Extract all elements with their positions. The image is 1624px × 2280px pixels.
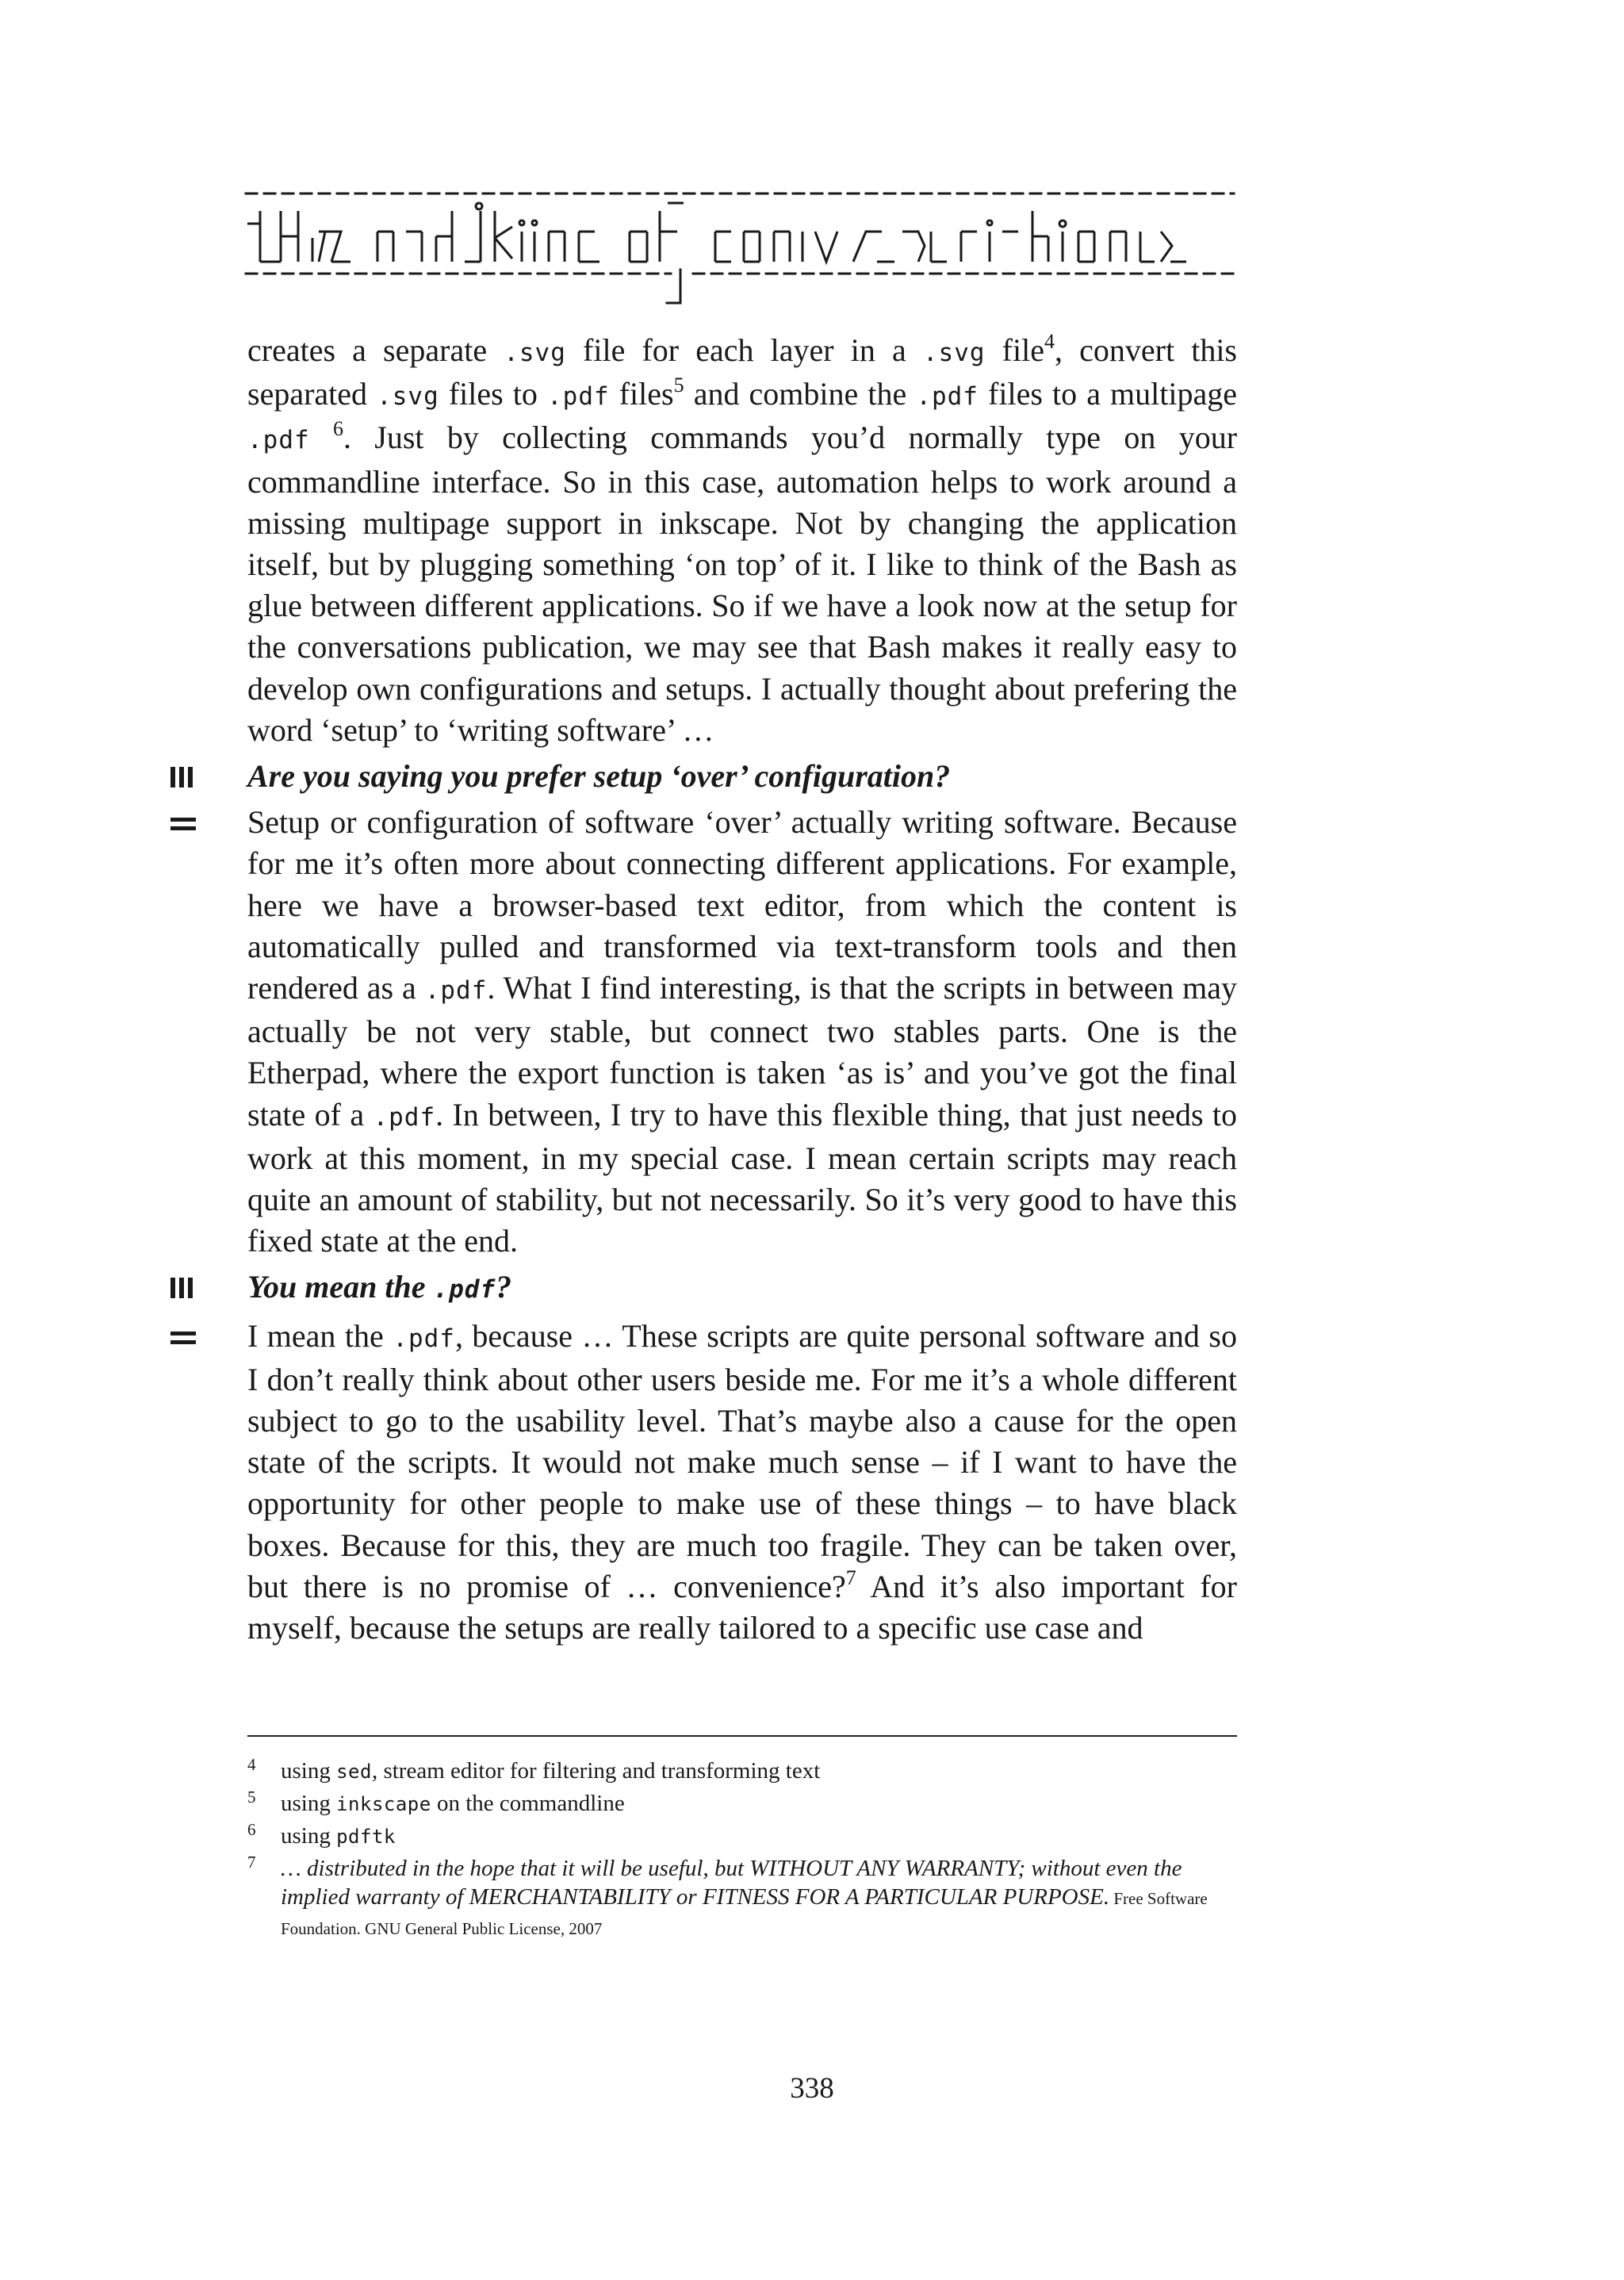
code-term: .pdf	[433, 1275, 496, 1305]
text-run: files to a multipage	[978, 376, 1238, 412]
text-run: . What I find interesting, is that the scripts in between may actually be not very stable, but connect two stables parts. One is the Etherpad, where the export function is taken ‘as is’ and you’ve got the final state of a	[247, 970, 1238, 1132]
header-glyph-stroke	[774, 232, 837, 262]
text-run: and combine the	[684, 376, 917, 412]
text-run: Are you saying you prefer setup ‘over’ configuration?	[247, 758, 951, 795]
quoted-license-text: … distributed in the hope that it will be useful, but WITHOUT ANY WARRANTY; without even the implied warranty of MERCHANTABILITY or FITNESS FOR A PARTICULAR PURPOSE.	[281, 1856, 1182, 1910]
interview-answer	[247, 1316, 1237, 1650]
header-glyph-stroke	[377, 232, 422, 262]
page-number: 338	[790, 2072, 834, 2105]
header-glyph-stroke	[549, 232, 599, 262]
header-glyph-stroke	[312, 232, 350, 262]
footnote-number: 6	[247, 1820, 256, 1839]
footnote-4	[247, 1757, 1237, 1786]
interview-answer	[247, 802, 1237, 1262]
main-text	[247, 330, 1237, 1649]
text-run: files	[609, 376, 674, 412]
text-run: using	[281, 1758, 337, 1784]
header-glyph-stroke	[715, 232, 760, 262]
header-glyph-stroke	[436, 203, 482, 262]
code-term: .svg	[504, 339, 566, 367]
code-term: .pdf	[424, 976, 488, 1006]
text-run: Setup or configuration of software ‘over’ actually writing software. Because for me it’s often more about connecting different applications. For example, here we have a browser-based text editor, from which the content is automatically pulled and transformed via text-transform tools and then rendered as a	[247, 804, 1237, 1006]
text-run: . Just by collecting commands you’d normally type on your commandline interface. So in this case, automation helps to work around a missing multipage support in inkscape. Not by changing the application itself, but by plugging something ‘on top’ of it. I like to think of the Bash as glue between different applications. So if we have a look now at the setup for the conversations publication, we may see that Bash makes it really easy to develop own configurations and setups. I actually thought about prefering the word ‘setup’ to ‘writing software’ …	[247, 420, 1238, 748]
code-term: .pdf	[547, 382, 610, 412]
text-run: ?	[496, 1269, 512, 1305]
code-term: .pdf	[916, 382, 979, 412]
continuation-paragraph	[247, 330, 1237, 751]
header-glyph-stroke	[1078, 232, 1094, 262]
header-glyph-stroke	[630, 203, 684, 262]
code-term: inkscape	[336, 1793, 431, 1815]
text-run: using	[281, 1791, 337, 1816]
code-term: .pdf	[247, 426, 310, 455]
text-run: file	[985, 332, 1044, 368]
footnotes	[247, 1757, 1237, 1946]
interview-question	[247, 756, 1237, 797]
question-marker-icon	[170, 762, 217, 803]
footnote-rule	[247, 1735, 1237, 1737]
footnote-reference: 7	[845, 1565, 856, 1589]
running-header-ascii-art	[243, 182, 1237, 313]
text-run: , stream editor for filtering and transforming text	[371, 1758, 821, 1784]
answer-marker-icon	[170, 1322, 217, 1363]
interview-question	[247, 1266, 1237, 1310]
code-term: .pdf	[393, 1324, 455, 1353]
question-text	[247, 1269, 511, 1305]
question-text	[247, 758, 950, 794]
footnote-6	[247, 1822, 1237, 1851]
header-glyph-stroke	[495, 211, 537, 262]
footnote-number: 4	[247, 1755, 256, 1774]
code-term: sed	[336, 1761, 372, 1783]
header-glyph-stroke	[1110, 232, 1186, 262]
text-run	[310, 420, 333, 455]
text-run: using	[281, 1823, 337, 1849]
text-run: file for each layer in a	[565, 332, 923, 368]
text-run: on the commandline	[431, 1791, 625, 1816]
text-run: , because … These scripts are quite personal software and so I don’t really think about other users beside me. For me it’s a whole different subject to go to the usability level. That’s maybe also a cause for the open state of the scripts. It would not make much sense – if I want to have the opportunity for other people to make use of these things – to have black boxes. Because for this, they are much too fragile. They can be taken over, but there is no promise of … convenience?	[247, 1317, 1237, 1604]
citation-source: Free Software Foundation. GNU General Public License, 2007	[281, 1889, 1208, 1938]
code-term: .pdf	[373, 1102, 436, 1132]
question-marker-icon	[170, 1273, 217, 1314]
footnote-number: 7	[247, 1853, 256, 1872]
text-run: files to	[439, 376, 547, 412]
answer-marker-icon	[170, 808, 217, 849]
text-run: . In between, I try to have this flexible thing, that just needs to work at this moment, in my special case. I mean certain scripts may reach quite an amount of stability, but not necessarily. So it’s very good to have this fixed state at the end.	[247, 1096, 1238, 1259]
footnote-number: 5	[247, 1788, 256, 1807]
header-glyph-stroke	[247, 211, 298, 262]
text-run: You mean the	[247, 1269, 434, 1305]
code-term: .svg	[377, 382, 439, 412]
code-term: .svg	[922, 339, 986, 367]
footnote-5	[247, 1789, 1237, 1818]
code-term: pdftk	[336, 1826, 396, 1848]
text-run: And it’s also important for myself, because the setups are really tailored to a specific use case and	[247, 1568, 1238, 1646]
footnote-7	[247, 1854, 1237, 1943]
footnote-reference: 4	[1044, 330, 1055, 353]
footnote-reference: 5	[673, 374, 684, 397]
header-glyph-stroke	[853, 232, 947, 262]
text-run: I mean the	[247, 1317, 393, 1354]
text-run: , convert this separated	[247, 332, 1237, 412]
text-run: creates a separate	[247, 332, 504, 368]
header-glyph-stroke	[1032, 211, 1066, 262]
header-glyph-stroke	[961, 220, 1018, 262]
footnote-reference: 6	[332, 417, 343, 441]
